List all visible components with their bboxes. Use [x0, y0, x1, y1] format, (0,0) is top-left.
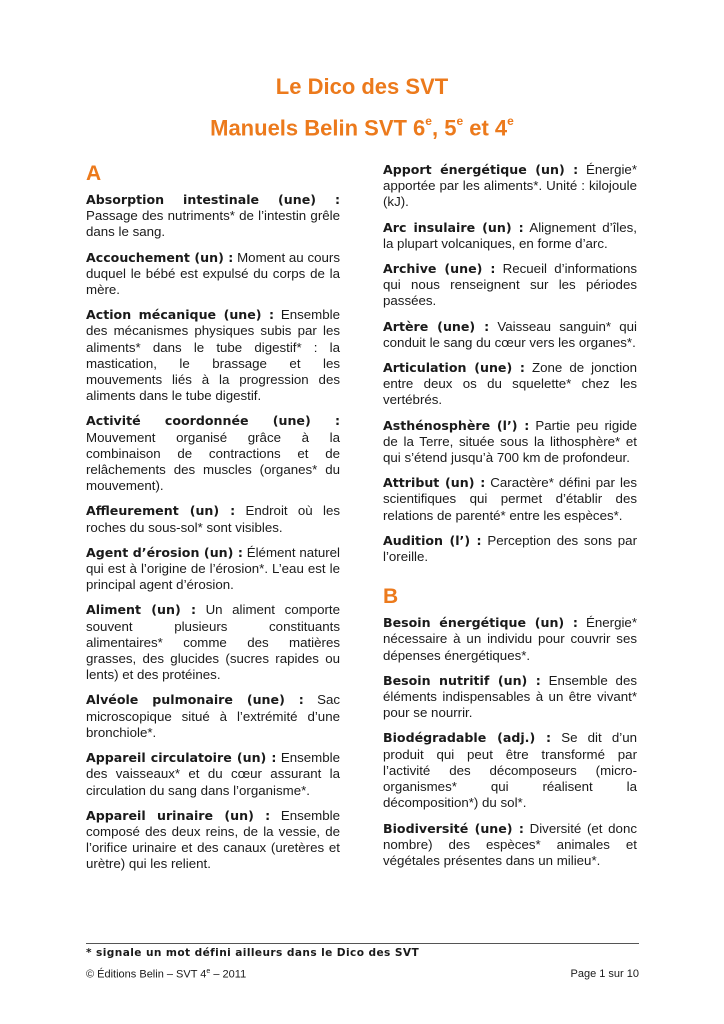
- entry-term: Apport énergétique (un) :: [383, 162, 579, 177]
- entry-term: Attribut (un) :: [383, 475, 486, 491]
- glossary-entry: [86, 250, 340, 299]
- glossary-entry: [86, 503, 340, 535]
- entry-term: Activité coordonnée (une) :: [86, 413, 340, 429]
- page-number: Page 1 sur 10: [570, 968, 639, 980]
- entry-term: Biodégradable (adj.) :: [383, 730, 552, 746]
- title-sup: e: [425, 114, 432, 128]
- glossary-entry: [86, 808, 340, 873]
- footer-divider: [86, 943, 639, 944]
- entry-definition: Vaisseau sanguin* qui conduit le sang du cœur vers les organes*.: [383, 318, 638, 350]
- entry-definition: Caractère* défini par les scientifiques qui permet d’établir des relations de parenté* entre les espèces*.: [383, 475, 637, 523]
- glossary-entry: [86, 545, 340, 594]
- title-sup: e: [456, 114, 464, 128]
- entry-definition: Diversité (et donc nombre) des espèces* animales et végétales présentes dans un milieu*.: [383, 820, 637, 868]
- entry-definition: Ensemble des éléments indispensables à un être vivant* pour se nourrir.: [383, 672, 637, 721]
- title-sep: et 4: [463, 115, 508, 141]
- left-column: [86, 162, 340, 882]
- entry-definition: Ensemble composé des deux reins, de la vessie, de l’orifice urinaire et des canaux (uretères et urètre) qui les relient.: [86, 807, 340, 872]
- glossary-entry: [383, 730, 637, 811]
- glossary-entry: [383, 220, 637, 252]
- glossary-entry: [86, 413, 340, 494]
- copyright-suffix: – 2011: [210, 968, 247, 981]
- entry-definition: Ensemble des mécanismes physiques subis par les aliments* dans le tube digestif* : la mastication, le brassage et les mouvements liés à la progression des aliments dans le tube digestif.: [86, 307, 340, 404]
- entry-term: Besoin énergétique (un) :: [383, 615, 578, 631]
- entry-definition: Énergie* apportée par les aliments*. Unité : kilojoule (kJ).: [383, 162, 638, 210]
- footnote: * signale un mot défini ailleurs dans le Dico des SVT: [86, 947, 420, 959]
- title-sup: e: [507, 114, 514, 128]
- entry-term: Audition (l’) :: [383, 532, 482, 548]
- glossary-entry: [383, 360, 637, 409]
- entry-term: Archive (une) :: [383, 261, 496, 277]
- glossary-entry: [86, 692, 340, 741]
- entry-term: Affleurement (un) :: [86, 503, 236, 519]
- entry-definition: Recueil d’informations qui nous renseignent sur les périodes passées.: [383, 261, 637, 309]
- entry-definition: Ensemble des vaisseaux* et du cœur assurant la circulation du sang dans l’organisme*.: [86, 750, 340, 798]
- entry-term: Asthénosphère (l’) :: [383, 417, 530, 433]
- glossary-entry: [86, 192, 340, 241]
- section-letter-b: B: [383, 585, 399, 609]
- entry-term: Agent d’érosion (un) :: [86, 544, 243, 560]
- entry-definition: Alignement d’îles, la plupart volcaniques, en forme d’arc.: [383, 219, 637, 251]
- entry-term: Aliment (un) :: [86, 602, 197, 618]
- section-letter-a: A: [86, 162, 102, 185]
- copyright-sup: e: [206, 968, 211, 975]
- entry-term: Appareil circulatoire (un) :: [86, 750, 277, 766]
- entry-definition: Zone de jonction entre deux os du squelette* chez les vertébrés.: [383, 360, 637, 408]
- entry-term: Besoin nutritif (un) :: [383, 672, 541, 688]
- entry-definition: Un aliment comporte souvent plusieurs constituants alimentaires* comme des matières grasses, des glucides (sucres rapides ou lents) et des protéines.: [86, 602, 340, 683]
- glossary-entry: [383, 615, 637, 664]
- entry-term: Absorption intestinale (une) :: [86, 192, 340, 207]
- entry-definition: Partie peu rigide de la Terre, située sous la lithosphère* et qui s’étend jusqu’à 700 km de profondeur.: [383, 417, 638, 466]
- page-title-line2: [0, 108, 724, 143]
- entry-definition: Moment au cours duquel le bébé est expulsé du corps de la mère.: [86, 249, 340, 298]
- glossary-entry: [383, 418, 637, 467]
- entry-definition: Sac microscopique situé à l’extrémité d’une bronchiole*.: [86, 692, 341, 740]
- entry-list-a-left: [86, 192, 340, 873]
- glossary-entry: [86, 750, 340, 799]
- entry-definition: Perception des sons par l’oreille.: [383, 532, 637, 565]
- right-column: [383, 162, 637, 878]
- title-sep: , 5: [431, 115, 457, 141]
- entry-term: Arc insulaire (un) :: [383, 219, 524, 235]
- copyright-prefix: © Éditions Belin – SVT 4: [86, 968, 207, 981]
- page-title-line1: Le Dico des SVT: [275, 74, 449, 99]
- title-prefix: Manuels Belin SVT 6: [210, 115, 426, 141]
- entry-term: Accouchement (un) :: [86, 249, 234, 265]
- entry-definition: Passage des nutriments* de l’intestin grêle dans le sang.: [86, 208, 340, 240]
- entry-term: Artère (une) :: [383, 318, 490, 334]
- glossary-entry: [383, 475, 637, 524]
- glossary-entry: [383, 261, 637, 310]
- entry-definition: Mouvement organisé grâce à la combinaison de contractions et de relâchements des muscles (organes* du mouvement).: [86, 429, 340, 494]
- glossary-entry: [86, 602, 340, 683]
- entry-list-a-right: [383, 162, 637, 565]
- entry-list-b: [383, 615, 637, 869]
- copyright: [86, 968, 246, 981]
- entry-definition: Se dit d’un produit qui peut être transformé par l’activité des décomposeurs (micro-organismes* qui réalisent la décomposition*) du sol*.: [383, 730, 638, 811]
- entry-definition: Énergie* nécessaire à un individu pour couvrir ses dépenses énergétiques*.: [383, 615, 637, 663]
- glossary-entry: [383, 533, 637, 565]
- entry-term: Appareil urinaire (un) :: [86, 807, 271, 823]
- glossary-entry: [383, 319, 637, 351]
- entry-term: Articulation (une) :: [383, 360, 525, 376]
- glossary-entry: [383, 673, 637, 722]
- glossary-entry: [383, 821, 637, 870]
- entry-term: Alvéole pulmonaire (une) :: [86, 692, 304, 708]
- entry-term: Action mécanique (une) :: [86, 307, 275, 323]
- entry-definition: Endroit où les roches du sous-sol* sont visibles.: [86, 503, 340, 535]
- glossary-entry: [86, 307, 340, 404]
- entry-definition: Élément naturel qui est à l’origine de l’érosion*. L’eau est le principal agent d’érosion.: [86, 544, 340, 593]
- glossary-entry: [383, 162, 637, 211]
- entry-term: Biodiversité (une) :: [383, 820, 524, 836]
